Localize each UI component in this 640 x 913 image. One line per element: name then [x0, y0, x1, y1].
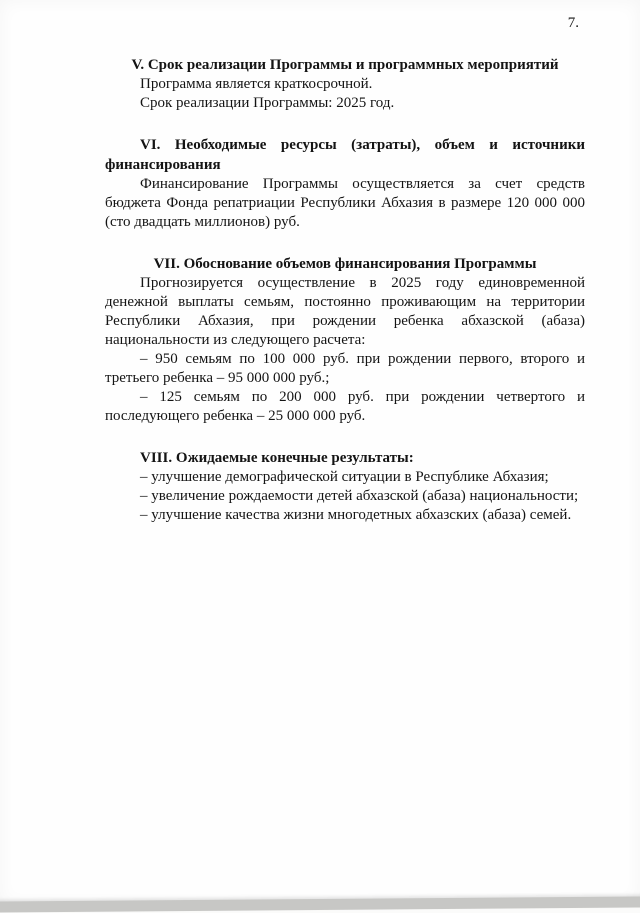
paragraph-program-short-term: Программа является краткосрочной. [140, 76, 373, 92]
page-number: 7. [567, 15, 579, 31]
result-list-item: – улучшение демографической ситуации в Республике Абхазия; [140, 469, 549, 485]
result-list-item: – увеличение рождаемости детей абхазской (абаза) национальности; [140, 488, 579, 504]
section-vi-heading: VI. Необходимые ресурсы (затраты), объем и источники финансирования [105, 137, 585, 173]
paragraph-forecast: Прогнозируется осуществление в 2025 году единовременной денежной выплаты семьям, постоянно проживающим на территории Республики Абхазия, при рождении ребенка абхазской (абаза) национальности из следующего расчета: [105, 275, 585, 348]
paragraph-financing: Финансирование Программы осуществляется за счет средств бюджета Фонда репатриации Республики Абхазия в размере 120 000 000 (сто двадцать миллионов) руб. [105, 176, 585, 230]
result-list-item: – улучшение качества жизни многодетных абхазских (абаза) семей. [140, 507, 572, 523]
paragraph-950-families: – 950 семьям по 100 000 руб. при рождении первого, второго и третьего ребенка – 95 000 000 руб.; [105, 351, 585, 386]
paragraph-125-families: – 125 семьям по 200 000 руб. при рождении четвертого и последующего ребенка – 25 000 000 руб. [105, 389, 585, 424]
section-vii-heading: VII. Обоснование объемов финансирования Программы [153, 256, 537, 272]
section-v-heading: V. Срок реализации Программы и программных мероприятий [131, 57, 559, 73]
section-viii-heading: VIII. Ожидаемые конечные результаты: [140, 450, 414, 466]
paragraph-program-term: Срок реализации Программы: 2025 год. [140, 95, 395, 111]
